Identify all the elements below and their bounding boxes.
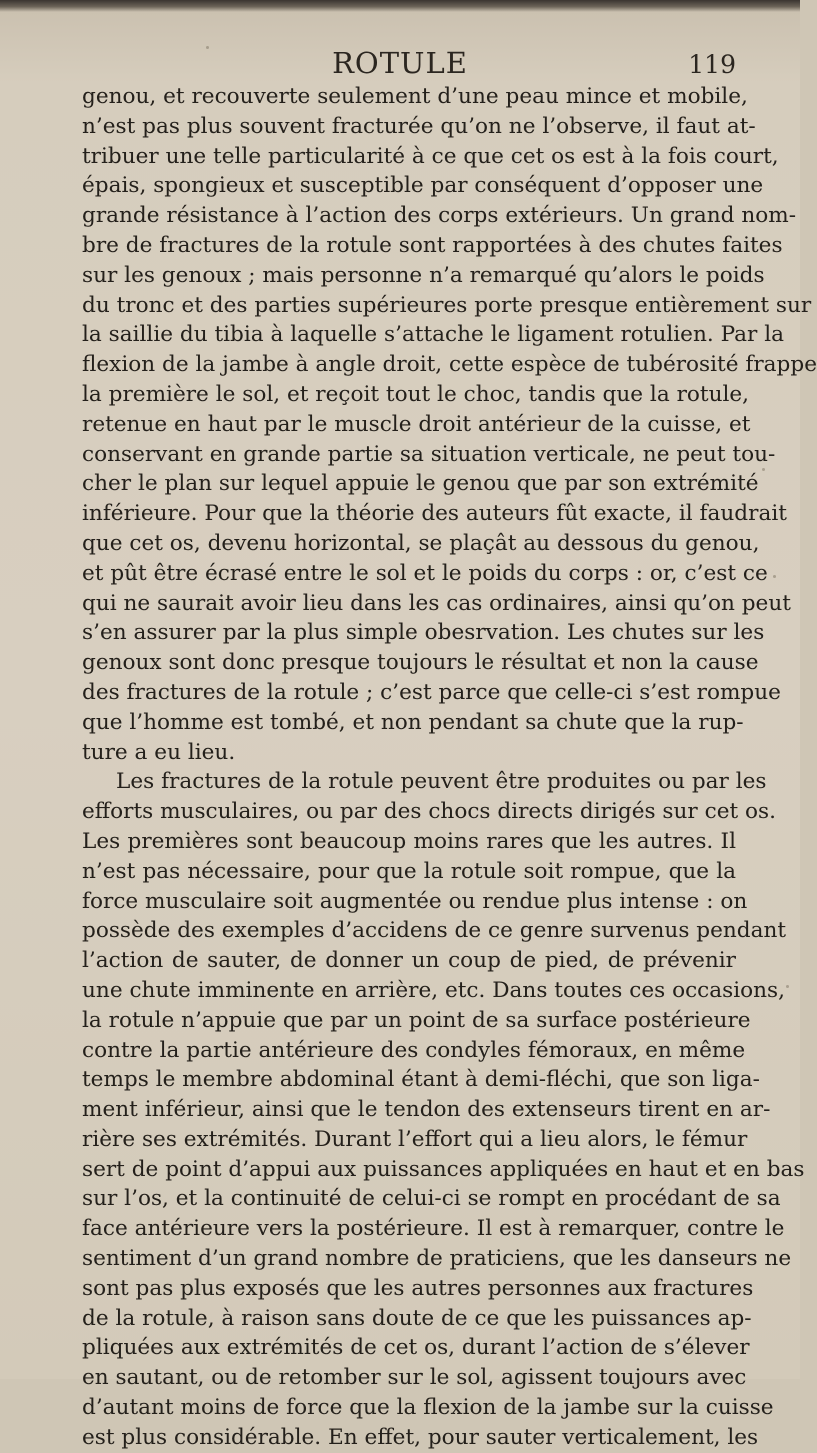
text-line: cher le plan sur lequel appuie le genou que par son extrémité <box>82 471 759 497</box>
paper-speck <box>786 985 789 988</box>
text-line: contre la partie antérieure des condyles fémoraux, en même <box>82 1037 746 1063</box>
text-line: temps le membre abdominal étant à demi-fléchi, que son liga- <box>82 1067 760 1093</box>
text-line: genou, et recouverte seulement d’une peau mince et mobile, <box>82 84 748 109</box>
text-line: d’autant moins de force que la flexion de la jambe sur la cuisse <box>82 1395 774 1421</box>
text-line: sentiment d’un grand nombre de praticiens, que les danseurs ne <box>82 1246 792 1272</box>
text-line: possède des exemples d’accidens de ce genre survenus pendant <box>82 918 787 944</box>
text-line: inférieure. Pour que la théorie des auteurs fût exacte, il faudrait <box>82 501 787 527</box>
text-line: pliquées aux extrémités de cet os, durant l’action de s’élever <box>82 1335 750 1361</box>
text-line: en sautant, ou de retomber sur le sol, agissent toujours avec <box>82 1365 747 1391</box>
text-line: la saillie du tibia à laquelle s’attache le ligament rotulien. Par la <box>82 322 784 348</box>
text-line: une chute imminente en arrière, etc. Dans toutes ces occasions, <box>82 977 785 1003</box>
text-line: sur l’os, et la continuité de celui-ci se rompt en procédant de sa <box>82 1186 781 1212</box>
paper-speck <box>773 575 776 578</box>
text-line: conservant en grande partie sa situation verticale, ne peut tou- <box>82 441 776 467</box>
text-line: force musculaire soit augmentée ou rendue plus intense : on <box>82 888 748 914</box>
text-line: ment inférieur, ainsi que le tendon des extenseurs tirent en ar- <box>82 1097 771 1123</box>
running-header <box>0 40 800 84</box>
paragraph-start-line: Les fractures de la rotule peuvent être produites ou par les <box>116 769 767 795</box>
text-line: genoux sont donc presque toujours le résultat et non la cause <box>82 650 759 676</box>
text-line: rière ses extrémités. Durant l’effort qui a lieu alors, le fémur <box>82 1126 748 1152</box>
page-top-edge <box>0 0 800 12</box>
text-line: la rotule n’appuie que par un point de sa surface postérieure <box>82 1007 751 1033</box>
paragraph-end-line: ture a eu lieu. <box>82 739 236 765</box>
body-text <box>82 82 817 1453</box>
text-line: de la rotule, à raison sans doute de ce que les puissances ap- <box>82 1305 752 1331</box>
text-line: sert de point d’appui aux puissances appliquées en haut et en bas <box>82 1156 805 1182</box>
text-line: épais, spongieux et susceptible par conséquent d’opposer une <box>82 173 764 199</box>
text-line: retenue en haut par le muscle droit antérieur de la cuisse, et <box>82 411 751 437</box>
text-line: sont pas plus exposés que les autres personnes aux fractures <box>82 1275 754 1301</box>
text-line: grande résistance à l’action des corps extérieurs. Un grand nom- <box>82 203 797 229</box>
text-line: flexion de la jambe à angle droit, cette espèce de tubérosité frappe <box>82 352 817 378</box>
text-line: sur les genoux ; mais personne n’a remarqué qu’alors le poids <box>82 262 765 288</box>
text-line: s’en assurer par la plus simple obesrvation. Les chutes sur les <box>82 620 765 646</box>
text-line: la première le sol, et reçoit tout le choc, tandis que la rotule, <box>82 381 750 407</box>
text-line: n’est pas nécessaire, pour que la rotule soit rompue, que la <box>82 858 736 884</box>
text-line: bre de fractures de la rotule sont rapportées à des chutes faites <box>82 232 783 258</box>
page-number: 119 <box>688 50 736 79</box>
text-line: du tronc et des parties supérieures porte presque entièrement sur <box>82 292 812 318</box>
text-line: et pût être écrasé entre le sol et le poids du corps : or, c’est ce <box>82 560 768 586</box>
text-line: tribuer une telle particularité à ce que cet os est à la fois court, <box>82 143 779 169</box>
paper-speck <box>206 46 209 49</box>
text-line: est plus considérable. En effet, pour sauter verticalement, les <box>82 1424 759 1450</box>
paper-speck <box>762 468 765 471</box>
text-line: que cet os, devenu horizontal, se plaçât au dessous du genou, <box>82 530 760 556</box>
text-line: efforts musculaires, ou par des chocs directs dirigés sur cet os. <box>82 799 776 825</box>
text-line: des fractures de la rotule ; c’est parce que celle-ci s’est rompue <box>82 679 781 705</box>
running-title: ROTULE <box>332 46 468 80</box>
text-line: l’action de sauter, de donner un coup de pied, de prévenir <box>82 948 736 974</box>
text-line: qui ne saurait avoir lieu dans les cas ordinaires, ainsi qu’on peut <box>82 590 791 616</box>
text-line: Les premières sont beaucoup moins rares que les autres. Il <box>82 828 736 854</box>
text-line: que l’homme est tombé, et non pendant sa chute que la rup- <box>82 709 744 735</box>
text-line: n’est pas plus souvent fracturée qu’on ne l’observe, il faut at- <box>82 113 756 139</box>
text-line: face antérieure vers la postérieure. Il est à remarquer, contre le <box>82 1216 785 1242</box>
